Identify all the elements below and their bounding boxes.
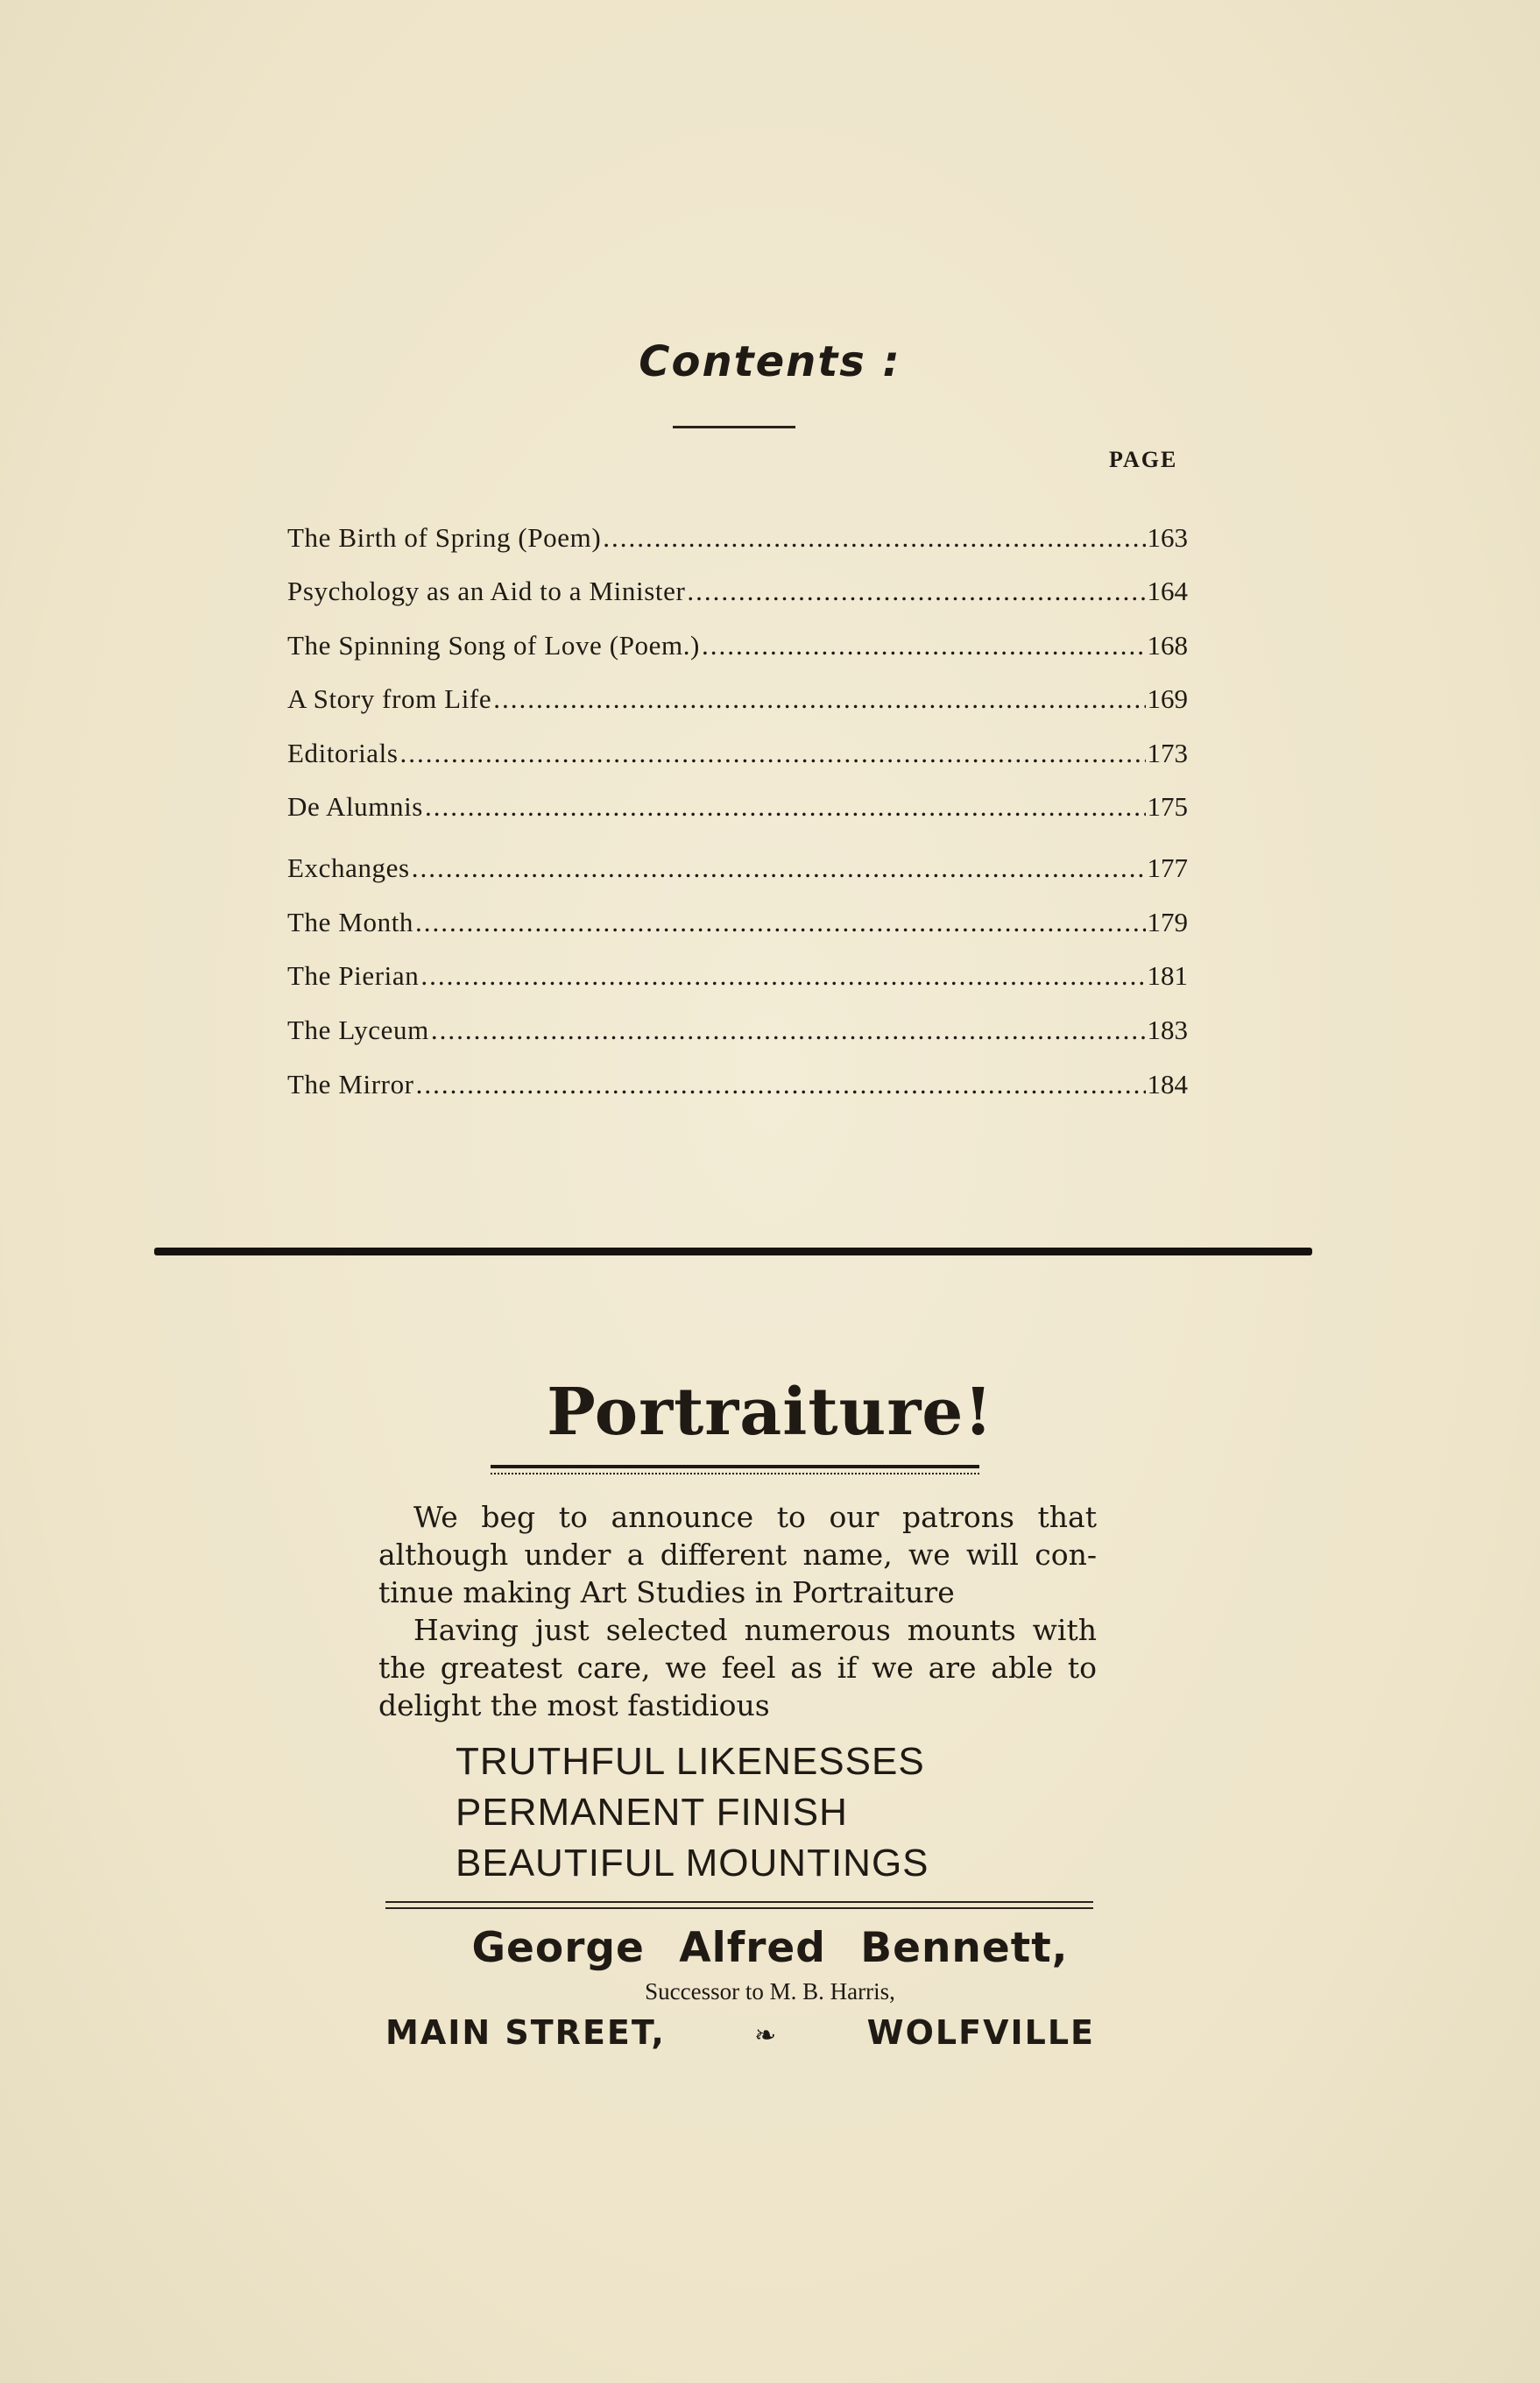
photographer-name: George Alfred Bennett, (471, 1924, 1069, 1972)
toc-entry-page: 173 (1147, 738, 1188, 768)
toc-entry (287, 791, 1188, 826)
toc-entry (287, 683, 1188, 718)
toc-entry-title: A Story from Life (287, 683, 492, 714)
toc-entry (287, 960, 1188, 995)
toc-entry-title: The Lyceum (287, 1015, 429, 1045)
toc-entry-page: 168 (1147, 630, 1188, 661)
ad-body-line: tinue making Art Studies in Portraiture (378, 1575, 955, 1609)
ad-body-text (378, 1498, 1097, 1724)
ad-double-rule-top (385, 1901, 1093, 1903)
toc-entry-title: The Birth of Spring (Poem) (287, 522, 602, 553)
toc-entry-title: The Spinning Song of Love (Poem.) (287, 630, 700, 661)
ad-double-rule-bottom (385, 1907, 1093, 1909)
address-town: WOLFVILLE (866, 2013, 1095, 2052)
toc-entry (287, 907, 1188, 942)
toc-leader-dots (702, 630, 1146, 661)
toc-leader-dots (400, 738, 1146, 769)
toc-entry-title: The Mirror (287, 1069, 414, 1100)
toc-entry-title: De Alumnis (287, 791, 423, 822)
page-column-label: PAGE (1109, 447, 1178, 472)
toc-leader-dots (415, 907, 1145, 938)
toc-entry-page: 183 (1147, 1015, 1188, 1045)
toc-leader-dots (493, 683, 1145, 715)
heading-rule (673, 426, 795, 428)
toc-entry-page: 164 (1147, 576, 1188, 606)
toc-entry-page: 169 (1147, 683, 1188, 714)
toc-leader-dots (412, 852, 1146, 884)
ad-feature: PERMANENT FINISH (456, 1791, 848, 1834)
address-street: MAIN STREET, (385, 2013, 666, 2052)
toc-entry-title: Psychology as an Aid to a Minister (287, 576, 686, 606)
toc-entry (287, 630, 1188, 665)
ad-body-line: although under a different name, we will con- (378, 1538, 1097, 1572)
toc-entry-title: The Pierian (287, 960, 420, 991)
ad-feature: BEAUTIFUL MOUNTINGS (456, 1842, 929, 1884)
toc-entry-page: 184 (1147, 1069, 1188, 1100)
toc-leader-dots (416, 1069, 1146, 1100)
ad-body-line: We beg to announce to our patrons that (413, 1500, 1097, 1534)
toc-entry (287, 1069, 1188, 1104)
ad-address (385, 2013, 1095, 2052)
fleuron-ornament-icon: ❧ (754, 2020, 779, 2051)
toc-entry (287, 1015, 1188, 1050)
toc-entry-title: The Month (287, 907, 414, 937)
toc-entry-page: 181 (1147, 960, 1188, 991)
toc-entry-page: 179 (1147, 907, 1188, 937)
ad-body-line: delight the most fastidious (378, 1688, 770, 1722)
contents-heading: Contents : (639, 337, 901, 386)
section-divider (154, 1248, 1312, 1255)
toc-leader-dots (687, 576, 1145, 607)
ad-heading-underline (491, 1465, 979, 1468)
toc-entry (287, 852, 1188, 887)
toc-entry-page: 175 (1147, 791, 1188, 822)
toc-entry-page: 163 (1147, 522, 1188, 553)
toc-entry-title: Exchanges (287, 852, 410, 883)
ad-body-line: the greatest care, we feel as if we are able to (378, 1651, 1097, 1685)
toc-leader-dots (603, 522, 1145, 554)
ad-heading: Portraiture! (547, 1375, 993, 1450)
ad-heading-dotted-underline (491, 1473, 979, 1474)
ad-body-line: Having just selected numerous mounts with (413, 1613, 1097, 1647)
successor-note: Successor to M. B. Harris, (645, 1978, 895, 2005)
toc-entry (287, 522, 1188, 557)
ad-feature-list (456, 1736, 929, 1889)
toc-leader-dots (425, 791, 1146, 823)
toc-entry-title: Editorials (287, 738, 399, 768)
toc-leader-dots (431, 1015, 1146, 1046)
toc-entry (287, 576, 1188, 611)
toc-leader-dots (420, 960, 1145, 992)
toc-entry (287, 738, 1188, 773)
ad-feature: TRUTHFUL LIKENESSES (456, 1740, 925, 1783)
toc-entry-page: 177 (1147, 852, 1188, 883)
